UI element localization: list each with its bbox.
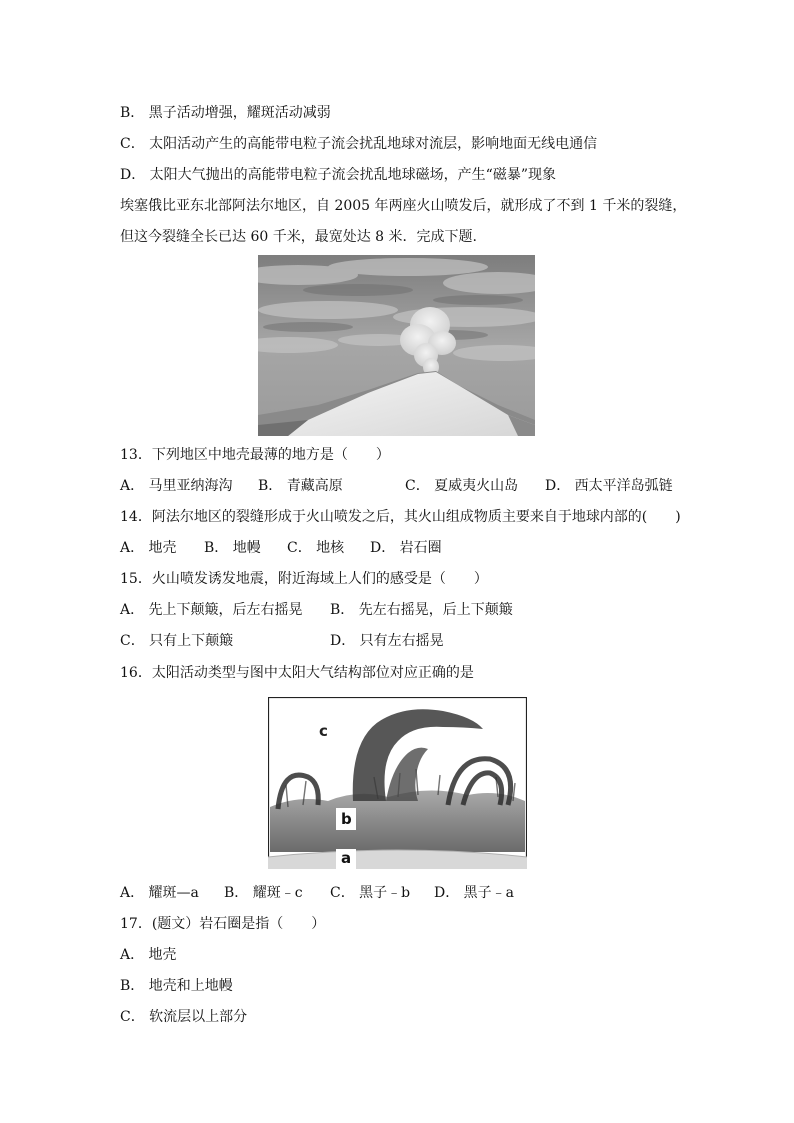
q15-stem: 15．火山喷发诱发地震，附近海域上人们的感受是（ ）	[120, 571, 488, 587]
q17-stem: 17．(题文）岩石圈是指（ ）	[120, 916, 326, 932]
q16-option-c: C． 黑子﹣b	[330, 885, 411, 901]
q16-option-b: B． 耀斑﹣c	[224, 885, 303, 901]
q15-option-b: B． 先左右摇晃，后上下颠簸	[330, 602, 513, 618]
q14-option-c: C． 地核	[287, 540, 345, 556]
q13-option-c: C． 夏威夷火山岛	[405, 478, 519, 494]
fig-label-b: b	[341, 810, 352, 828]
prev-option-c: C． 太阳活动产生的高能带电粒子流会扰乱地球对流层，影响地面无线电通信	[120, 136, 598, 152]
q13-stem: 13．下列地区中地壳最薄的地方是（ ）	[120, 447, 390, 463]
q15-option-a: A． 先上下颠簸，后左右摇晃	[120, 602, 303, 618]
prev-option-d: D． 太阳大气抛出的高能带电粒子流会扰乱地球磁场，产生“磁暴”现象	[120, 167, 556, 183]
q13-option-d: D． 西太平洋岛弧链	[545, 478, 673, 494]
q14-stem: 14．阿法尔地区的裂缝形成于火山喷发之后，其火山组成物质主要来自于地球内部的( )	[120, 509, 681, 525]
fig-label-a: a	[341, 849, 352, 867]
q17-option-b: B． 地壳和上地幔	[120, 978, 233, 994]
q13-option-a: A． 马里亚纳海沟	[120, 478, 233, 494]
q16-option-d: D． 黑子﹣a	[434, 885, 515, 901]
q16-stem: 16．太阳活动类型与图中太阳大气结构部位对应正确的是	[120, 665, 474, 681]
passage-line-1: 埃塞俄比亚东北部阿法尔地区，自 2005 年两座火山喷发后，就形成了不到 1 千米的裂缝，	[120, 198, 687, 214]
volcano-photo	[258, 255, 535, 436]
q15-option-d: D． 只有左右摇晃	[330, 633, 444, 649]
q17-option-a: A． 地壳	[120, 947, 177, 963]
q17-option-c: C． 软流层以上部分	[120, 1009, 248, 1025]
sun-atmosphere-figure	[268, 697, 527, 869]
q16-option-a: A． 耀斑—a	[120, 885, 199, 901]
q14-option-d: D． 岩石圈	[370, 540, 442, 556]
q14-option-a: A． 地壳	[120, 540, 177, 556]
passage-line-2: 但这今裂缝全长已达 60 千米，最宽处达 8 米．完成下题.	[120, 229, 477, 245]
q13-option-b: B． 青藏高原	[258, 478, 343, 494]
q15-option-c: C． 只有上下颠簸	[120, 633, 234, 649]
prev-option-b: B． 黑子活动增强，耀斑活动减弱	[120, 105, 331, 121]
q14-option-b: B． 地幔	[204, 540, 261, 556]
fig-label-c: c	[319, 722, 328, 740]
